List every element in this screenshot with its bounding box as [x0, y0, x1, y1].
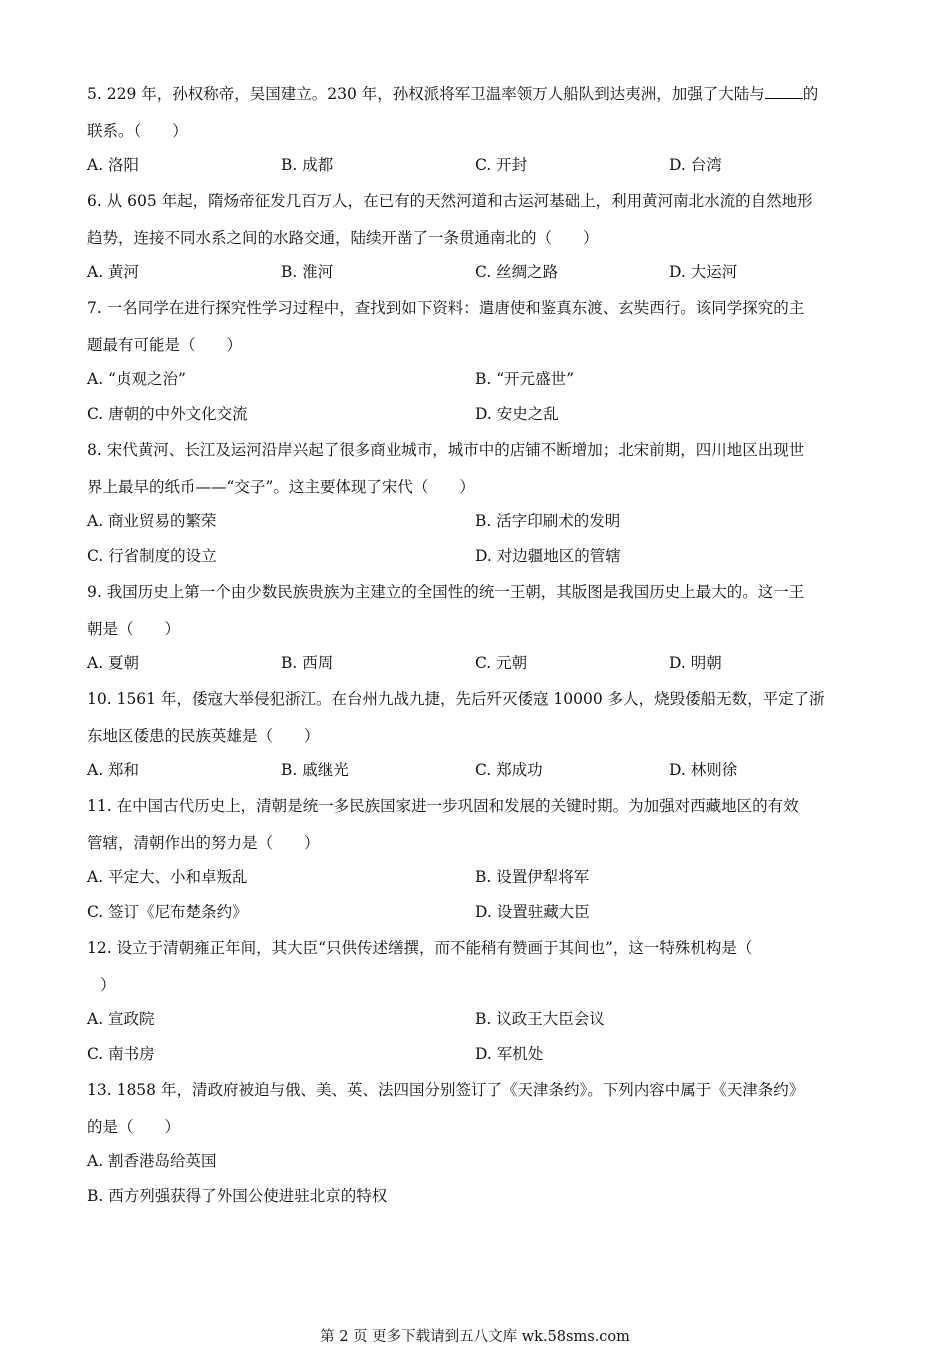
question-8-option-b: B. 活字印刷术的发明: [475, 512, 621, 530]
question-12-line-2: ）: [100, 976, 116, 994]
question-10-line-1: 10. 1561 年，倭寇大举侵犯浙江。在台州九战九捷，先后歼灭倭寇 10000 多人，烧毁倭船无数，平定了浙: [87, 690, 825, 708]
question-10-option-a: A. 郑和: [87, 761, 140, 779]
question-8-line-2: 界上最早的纸币——“交子”。这主要体现了宋代（ ）: [87, 478, 475, 496]
question-10-option-b: B. 戚继光: [281, 761, 349, 779]
question-9-line-1: 9. 我国历史上第一个由少数民族贵族为主建立的全国性的统一王朝，其版图是我国历史上最大的。这一王: [87, 583, 805, 601]
question-13-line-1: 13. 1858 年，清政府被迫与俄、美、英、法四国分别签订了《天津条约》。下列内容中属于《天津条约》: [87, 1081, 805, 1099]
question-10-option-d: D. 林则徐: [669, 761, 738, 779]
question-11-option-b: B. 设置伊犁将军: [475, 868, 590, 886]
question-5-line-2: 联系。（ ）: [87, 122, 188, 140]
question-6-option-b: B. 淮河: [281, 263, 334, 281]
question-7-option-d: D. 安史之乱: [475, 405, 559, 423]
question-9-line-2: 朝是（ ）: [87, 620, 181, 638]
question-9-option-d: D. 明朝: [669, 654, 722, 672]
question-5-option-a: A. 洛阳: [87, 156, 140, 174]
question-11-option-c: C. 签订《尼布楚条约》: [87, 903, 248, 921]
question-8-line-1: 8. 宋代黄河、长江及运河沿岸兴起了很多商业城市，城市中的店铺不断增加；北宋前期，四川地区出现世: [87, 441, 805, 459]
question-13-option-a: A. 割香港岛给英国: [87, 1152, 217, 1170]
question-7-line-2: 题最有可能是（ ）: [87, 336, 243, 354]
question-8-option-d: D. 对边疆地区的管辖: [475, 547, 621, 565]
question-8-option-c: C. 行省制度的设立: [87, 547, 217, 565]
question-6-line-2: 趋势，连接不同水系之间的水路交通，陆续开凿了一条贯通南北的（ ）: [87, 229, 599, 247]
question-13-option-b: B. 西方列强获得了外国公使进驻北京的特权: [87, 1187, 388, 1205]
question-6-option-a: A. 黄河: [87, 263, 140, 281]
question-11-line-2: 管辖，清朝作出的努力是（ ）: [87, 834, 320, 852]
question-6-option-c: C. 丝绸之路: [475, 263, 559, 281]
question-9-option-c: C. 元朝: [475, 654, 528, 672]
question-5-option-b: B. 成都: [281, 156, 334, 174]
question-11-line-1: 11. 在中国古代历史上，清朝是统一多民族国家进一步巩固和发展的关键时期。为加强对西藏地区的有效: [87, 797, 799, 815]
question-10-line-2: 东地区倭患的民族英雄是（ ）: [87, 727, 320, 745]
question-13-line-2: 的是（ ）: [87, 1118, 181, 1136]
question-6-line-1: 6. 从 605 年起，隋炀帝征发几百万人，在已有的天然河道和古运河基础上，利用黄河南北水流的自然地形: [87, 192, 813, 210]
question-12-option-a: A. 宣政院: [87, 1010, 155, 1028]
question-5-line-1: 5. 229 年，孙权称帝，吴国建立。230 年，孙权派将军卫温率领万人船队到达夷洲，加强了大陆与 的: [87, 85, 819, 103]
question-6-option-d: D. 大运河: [669, 263, 738, 281]
question-7-option-b: B. “开元盛世”: [475, 370, 575, 388]
answer-blank: [765, 83, 803, 99]
question-7-option-a: A. “贞观之治”: [87, 370, 186, 388]
question-8-option-a: A. 商业贸易的繁荣: [87, 512, 217, 530]
question-7-line-1: 7. 一名同学在进行探究性学习过程中，查找到如下资料：遣唐使和鉴真东渡、玄奘西行。该同学探究的主: [87, 299, 805, 317]
question-11-option-a: A. 平定大、小和卓叛乱: [87, 868, 248, 886]
question-9-option-b: B. 西周: [281, 654, 334, 672]
question-9-option-a: A. 夏朝: [87, 654, 140, 672]
question-10-option-c: C. 郑成功: [475, 761, 543, 779]
question-5-option-c: C. 开封: [475, 156, 528, 174]
question-12-option-d: D. 军机处: [475, 1045, 544, 1063]
page-footer: 第 2 页 更多下载请到五八文库 wk.58sms.com: [320, 1329, 630, 1345]
question-11-option-d: D. 设置驻藏大臣: [475, 903, 590, 921]
question-7-option-c: C. 唐朝的中外文化交流: [87, 405, 248, 423]
question-12-option-c: C. 南书房: [87, 1045, 155, 1063]
question-12-line-1: 12. 设立于清朝雍正年间，其大臣“只供传述缮撰，而不能稍有赞画于其间也”，这一特殊机构是（: [87, 939, 753, 957]
question-5-option-d: D. 台湾: [669, 156, 722, 174]
question-12-option-b: B. 议政王大臣会议: [475, 1010, 605, 1028]
